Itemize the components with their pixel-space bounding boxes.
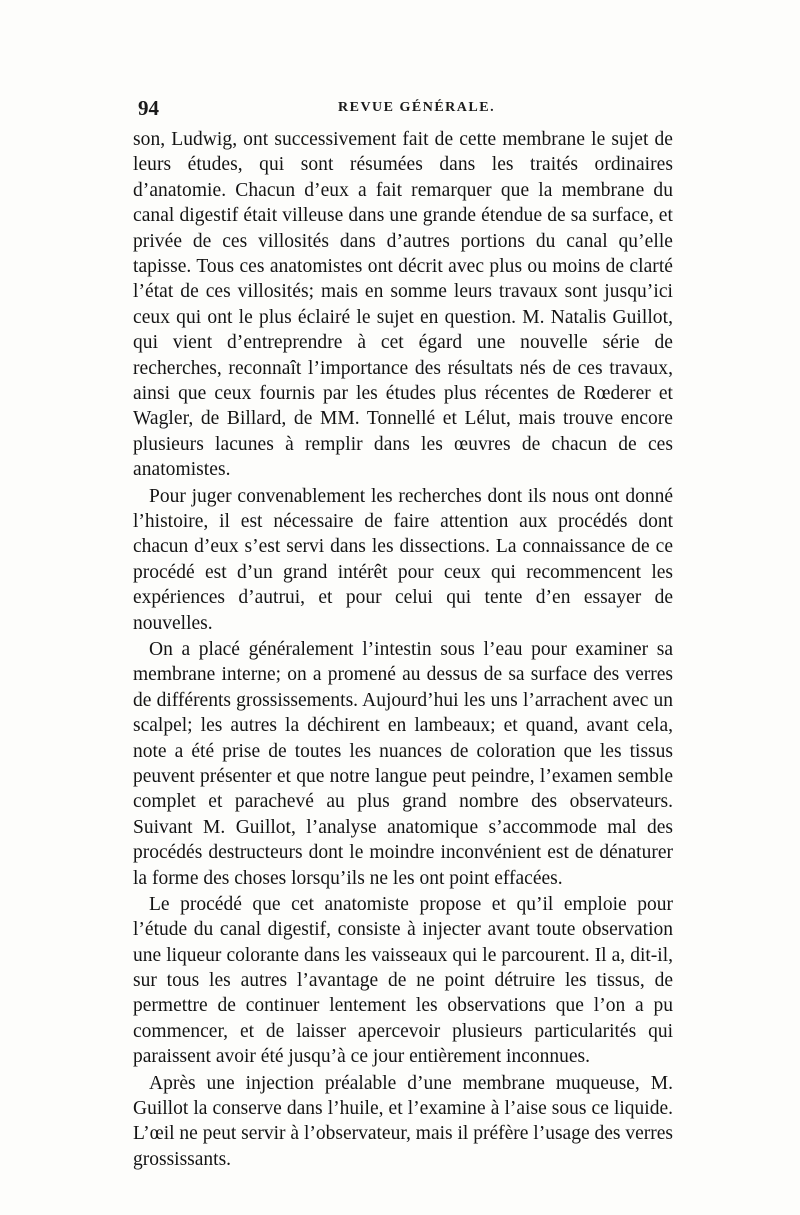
- page-number: 94: [138, 96, 159, 120]
- paragraph-5: Après une injection préalable d’une membrane muqueuse, M. Guillot la conserve dans l’huile, et l’examine à l’aise sous ce liquide. L’œil ne peut servir à l’observateur, mais il préfère l’usage des verres grossissants.: [133, 1072, 673, 1170]
- paragraph-4: Le procédé que cet anatomiste propose et qu’il emploie pour l’étude du canal digestif, consiste à injecter avant toute observation une liqueur colorante dans les vaisseaux qui le parcourent. Il a, dit-il, sur tous les autres l’avantage de ne point détruire les tissus, de permettre de continuer lentement les observations que l’on a pu commencer, et de laisser apercevoir plusieurs particularités qui paraissent avoir été jusqu’à ce jour entièrement inconnues.: [133, 893, 673, 1068]
- page-header: [138, 96, 672, 124]
- body-text: [133, 127, 673, 1173]
- running-title: REVUE GÉNÉRALE.: [338, 100, 496, 115]
- paragraph-2: Pour juger convenablement les recherches dont ils nous ont donné l’histoire, il est nécessaire de faire attention aux procédés dont chacun d’eux s’est servi dans les dissections. La connaissance de ce procédé est d’un grand intérêt pour ceux qui recommencent les expériences d’autrui, et pour celui qui tente d’en essayer de nouvelles.: [133, 485, 673, 634]
- paragraph-1: son, Ludwig, ont successivement fait de cette membrane le sujet de leurs études, qui sont résumées dans les traités ordinaires d’anatomie. Chacun d’eux a fait remarquer que la membrane du canal digestif était villeuse dans une grande étendue de sa surface, et privée de ces villosités dans d’autres portions du canal qu’elle tapisse. Tous ces anatomistes ont décrit avec plus ou moins de clarté l’état de ces villosités; mais en somme leurs travaux sont jusqu’ici ceux qui ont le plus éclairé le sujet en question. M. Natalis Guillot, qui vient d’entreprendre à cet égard une nouvelle série de recherches, reconnaît l’importance des résultats nés de ces travaux, ainsi que ceux fournis par les études plus récentes de Rœderer et Wagler, de Billard, de MM. Tonnellé et Lélut, mais trouve encore plusieurs lacunes à remplir dans les œuvres de chacun de ces anatomistes.: [133, 129, 673, 481]
- paragraph-3: On a placé généralement l’intestin sous l’eau pour examiner sa membrane interne; on a promené au dessus de sa surface des verres de différents grossissements. Aujourd’hui les uns l’arrachent avec un scalpel; les autres la déchirent en lambeaux; et quand, avant cela, note a été prise de toutes les nuances de coloration que les tissus peuvent présenter et que notre langue peut peindre, l’examen semble complet et parachevé au plus grand nombre des observateurs. Suivant M. Guillot, l’analyse anatomique s’accommode mal des procédés destructeurs dont le moindre inconvénient est de dénaturer la forme des choses lorsqu’ils ne les ont point effacées.: [133, 638, 673, 889]
